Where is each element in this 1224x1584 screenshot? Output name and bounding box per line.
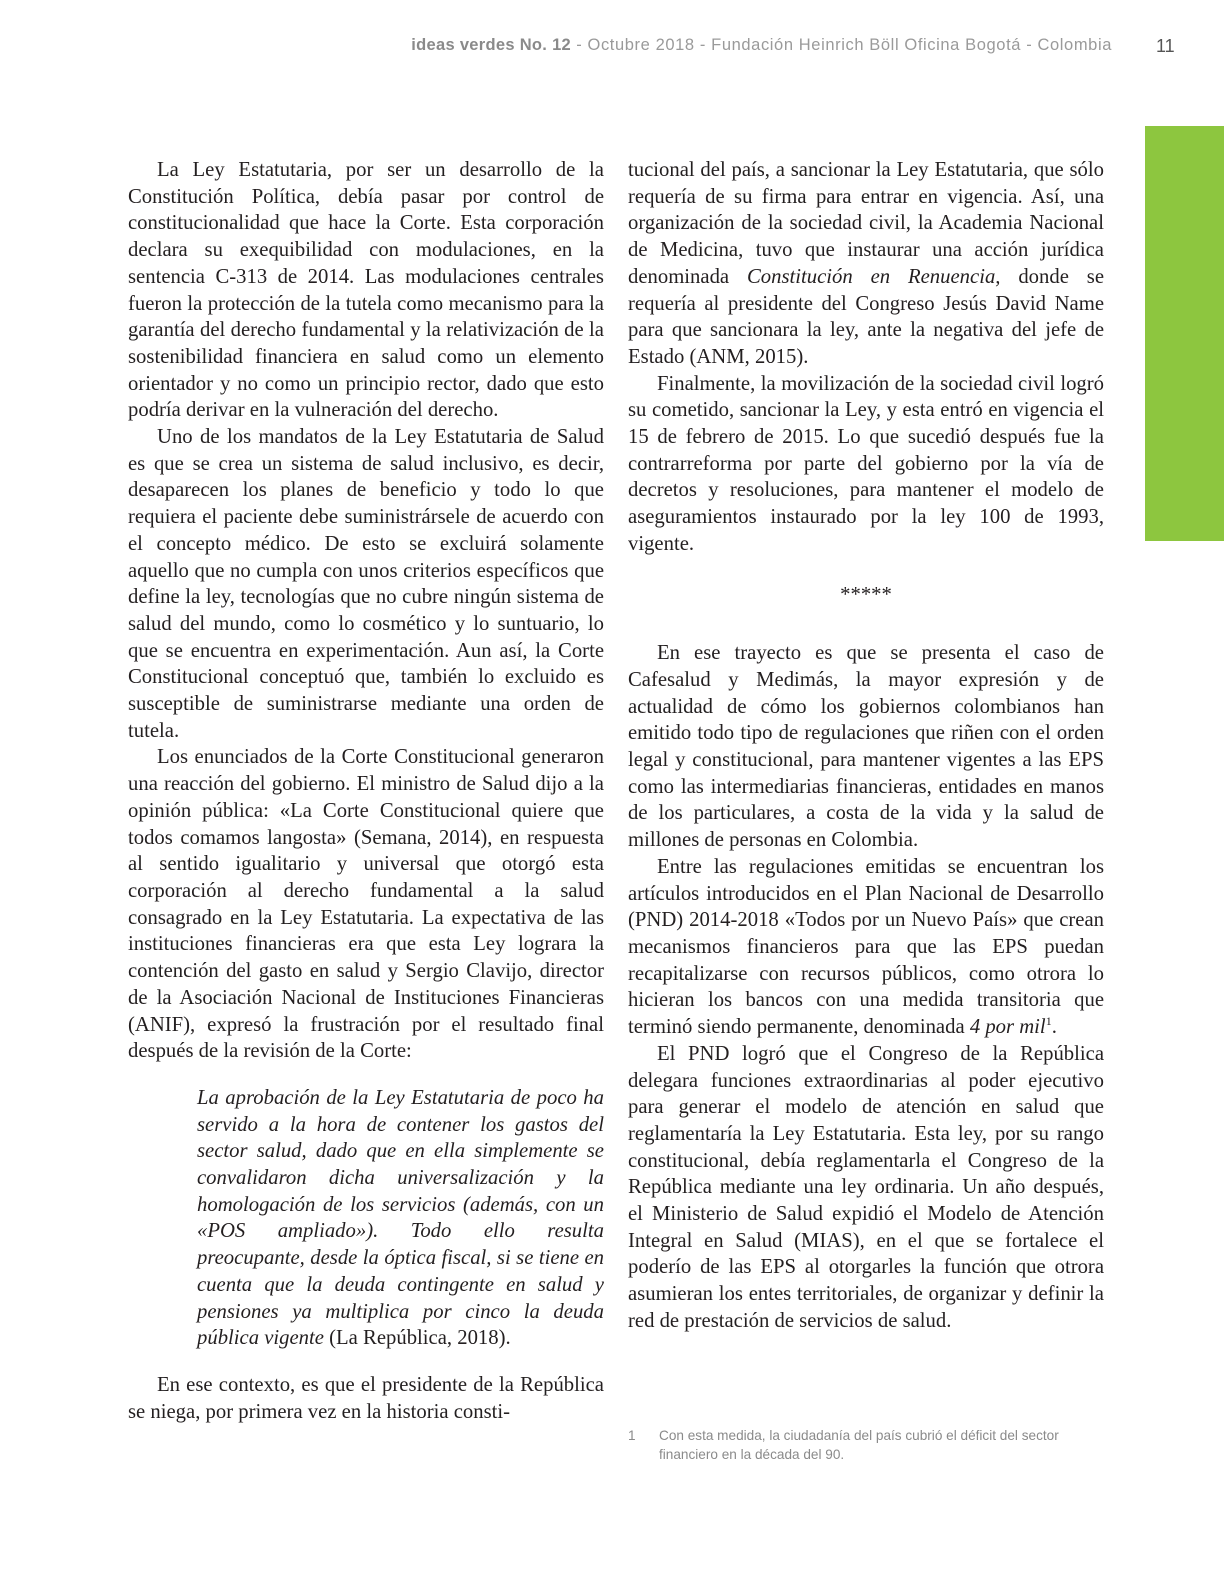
paragraph-text: Entre las regulaciones emitidas se encuentran los artículos introducidos en el Plan Nacional de Desarrollo (PND) 2014-2018 «Todos por un Nuevo País» que crean mecanismos financieros para que las EPS puedan recapitalizarse con recursos públicos, como otrora lo hicieran los bancos con una medida transitoria que terminó siendo permanente, denominada	[628, 855, 1104, 1039]
paragraph: En ese trayecto es que se presenta el caso de Cafesalud y Medimás, la mayor expresión y de actualidad de cómo los gobiernos colombianos han emitido todo tipo de regulaciones que riñen con el orden legal y constitucional, para mantener vigentes a las EPS como las intermediarias financieras, entidades en manos de los particulares, a costa de la vida y la salud de millones de personas en Colombia.	[628, 642, 1104, 852]
paragraph: En ese contexto, es que el presidente de la República se niega, por primera vez en la historia consti-	[128, 1373, 604, 1423]
publication-name: ideas verdes No. 12	[411, 36, 572, 54]
paragraph	[628, 157, 1104, 371]
footnote-ref[interactable]: 1	[1045, 1014, 1052, 1029]
section-separator: *****	[840, 583, 892, 606]
paragraph: Finalmente, la movilización de la sociedad civil logró su cometido, sancionar la Ley, y esta entró en vigencia el 15 de febrero de 2015. Lo que sucedió después fue la contrarreforma por parte del gobierno por la vía de decretos y resoluciones, para mantener el modelo de aseguramientos instaurado por la ley 100 de 1993, vigente.	[628, 372, 1104, 555]
paragraph: Uno de los mandatos de la Ley Estatutaria de Salud es que se crea un sistema de salud inclusivo, es decir, desaparecen los planes de beneficio y todo lo que requiera el paciente debe suministrársele de acuerdo con el concepto médico. De esto se excluirá solamente aquello que no cumpla con unos criterios específicos que define la ley, tecnologías que no cubre ningún sistema de salud del mundo, como lo cosmético y lo suntuario, lo que se encuentra en experimentación. Aun así, la Corte Constitucional conceptuó que, también lo excluido es susceptible de suministrarse mediante una orden de tutela.	[128, 426, 604, 742]
footnote-text: Con esta medida, la ciudadanía del país cubrió el déficit del sector financiero en la década del 90.	[659, 1428, 1059, 1462]
block-quote	[197, 1085, 604, 1352]
paragraph: El PND logró que el Congreso de la República delegara funciones extraordinarias al poder ejecutivo para generar el modelo de atención en salud que reglamentaría la Ley Estatutaria. Esta ley, por su rango constitucional, debía reglamentarla el Congreso de la República mediante una ley ordinaria. Un año después, el Ministerio de Salud expidió el Modelo de Atención Integral en Salud (MIAS), en el que se fortalece el poderío de las EPS al otorgarles la función que otrora asumieran los entes territoriales, de organizar y definir la red de prestación de servicios de salud.	[628, 1042, 1104, 1332]
publication-details: - Octubre 2018 - Fundación Heinrich Böll Oficina Bogotá - Colombia	[571, 36, 1112, 54]
italic-title: Constitución en Renuencia,	[746, 265, 1001, 288]
paragraph: Los enunciados de la Corte Constitucional generaron una reacción del gobierno. El ministro de Salud dijo a la opinión pública: «La Corte Constitucional quiere que todos comamos langosta» (Semana, 2014), en respuesta al sentido igualitario y universal que otorgó esta corporación al derecho fundamental a la salud consagrado en la Ley Estatutaria. La expectativa de las instituciones financieras era que esta Ley lograra la contención del gasto en salud y Sergio Clavijo, director de la Asociación Nacional de Instituciones Financieras (ANIF), expresó la frustración por el resultado final después de la revisión de la Corte:	[128, 746, 604, 1063]
footnote	[628, 1426, 1104, 1464]
paragraph: La Ley Estatutaria, por ser un desarrollo de la Constitución Política, debía pasar por control de constitucionalidad que hace la Corte. Esta corporación declara su exequibilidad con modulaciones, en la sentencia C-313 de 2014. Las modulaciones centrales fueron la protección de la tutela como mecanismo para la garantía del derecho fundamental y la relativización de la sostenibilidad financiera en salud como un elemento orientador y no como un principio rector, dado que esto podría derivar en la vulneración del derecho.	[128, 159, 604, 422]
footnote-number: 1	[628, 1428, 636, 1443]
page-number: 11	[1156, 36, 1175, 56]
left-column	[128, 157, 604, 1425]
paragraph	[628, 854, 1104, 1041]
paragraph-text: .	[1051, 1016, 1057, 1039]
right-column	[628, 157, 1104, 1335]
running-header	[411, 36, 1112, 55]
italic-term: 4 por mil	[969, 1016, 1046, 1039]
paragraph-text: donde se requería al presidente del Congreso Jesús David Name para que sancionara la ley, ante la negativa del jefe de Estado (ANM, 2015).	[628, 265, 1104, 368]
quote-text: La aprobación de la Ley Estatutaria de poco ha servido a la hora de contener los gastos del sector salud, dado que en ella simplemente se convalidaron dicha universalización y la homologación de los servicios (además, con un «POS ampliado»). Todo ello resulta preocupante, desde la óptica fiscal, si se tiene en cuenta que la deuda contingente en salud y pensiones ya multiplica por cinco la deuda pública vigente	[197, 1086, 604, 1350]
green-section-tab	[1145, 126, 1224, 541]
quote-citation: (La República, 2018).	[323, 1327, 511, 1350]
paragraph-text: tucional del país, a sancionar la Ley Estatutaria, que sólo requería de su firma para entrar en vigencia. Así, una organización de la sociedad civil, la Academia Nacional de Medicina, tuvo que instaurar una acción jurídica denominada	[628, 159, 1104, 288]
